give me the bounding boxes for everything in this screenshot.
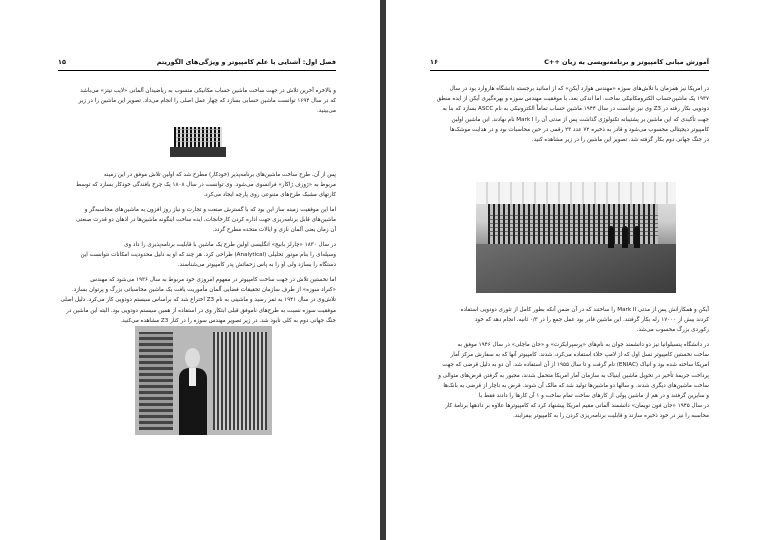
- leibniz-calculator-image: [168, 123, 228, 163]
- zuse-z3-photo: [135, 326, 272, 435]
- left-page-header: [58, 58, 336, 71]
- left-paragraph-4: در سال ۱۸۳۰ «چارلز بابیج» انگلیسی اولین طرح یک ماشین با قابلیت برنامه‌پذیری را داد وی وسیله‌ای را بنام موتور تحلیلی (Analytical) طراحی کرد. هر چند که او به دلیل محدودیت امکانات نتوانست این دستگاه را بسازد ولی او را به پاس زحماتش پدر کامپیوتر می‌شناسند.: [80, 242, 336, 269]
- right-header-title: آموزش مبانی کامپیوتر و برنامه‌نویسی به زبان ++C: [544, 58, 709, 66]
- left-paragraph-1: و بالاخره آخرین تلاش در جهت ساخت ماشین حساب مکانیکی منسوب به ریاضیدان آلمانی «لایب نیتز» می‌باشد که در سال ۱۶۹۴ توانست ماشین حسابی بسازد که چهار عمل اصلی را انجام می‌داد. تصویر این ماشین را در زیر می‌بینید.: [78, 88, 336, 115]
- left-page-number: ۱۵: [58, 58, 66, 66]
- left-paragraph-2: پس از آن، طرح ساخت ماشین‌های برنامه‌پذیر (خودکار) مطرح شد که اولین تلاش موفق در این زمینه مربوط به «ژوزف ژاکار» فرانسوی می‌شود. وی توانست در سال ۱۸۰۸ یک چرخ بافندگی خودکار بسازد که توسط کارتهای مشبک طرح‌های متنوعی روی پارچه ایجاد می‌کرد.: [75, 172, 336, 199]
- left-paragraph-5: اما نخستین تلاش در جهت ساخت کامپیوتر در مفهوم امروزی خود مربوط به سال ۱۹۳۶ می‌شود که مهندس «کنراد سوزه» از طرف سازمان تحقیقات فضایی آلمان مأموریت یافت یک ماشین محاسباتی بزرگ و پرتوان بسازد. تلاش‌وی در سال ۱۹۴۱ به ثمر رسید و ماشینی به نام Z3 اختراع شد که براساس سیستم دودویی کار می‌کرد. دلیل اصلی موفقیت سوزه نسبت به طرح‌های ناموفق قبلی ابتکار وی در استفاده از همین سیستم دودویی بود. البته این ماشین در جنگ جهانی دوم به کلی نابود شد. در زیر تصویر مهندس سوزه را در کنار Z3 مشاهده می‌کنید.: [60, 277, 336, 324]
- right-paragraph-3: در دانشگاه پنسیلوانیا نیز دو دانشمند جوان به نام‌های «پرسپرایکرت» و «جان ماچلی» در سال ۱۹۴۶ موفق به ساخت نخستین کامپیوتر نسل اول که از لامپ خلاء استفاده می‌کرد، شدند. کامپیوتر آنها که به سفارش مرکز آمار امریکا ساخته شده بود و انیاک (ENIAC) نام گرفت و تا سال ۱۹۵۵ از آن استفاده شد. آن دو به دلیل قرضی که جهت پرداخت جریمهٔ تأخیر در تحویل ماشین اینیاک به سازمان آمار امریکا متحمل شدند، مجبور به گرفتن قرض‌های متوالی و ساخت ماشین‌های دیگری شدند. و سالها دو ماشین‌ها تولید شد که مالک آن شوند. قرض به ناچار از قرضی به بانک‌ها و سایرین گرفتند و در هم از ماشین پولی از کارهای ساخت تمام ساخت و ۱ آن کارها را دادند فقط با در سال ۱۹۴۵ «جان فون نویمان» دانشمند آلمانی مقیم امریکا پیشنهاد کرد که کامپیوترها علاوه بر دادهها برنامهٔ کار محاسبه را نیز در خود ذخیره سازند و قابلیت برنامه‌ریزی کردن را به کامپیوتر بیفزایند.: [438, 342, 709, 420]
- left-paragraph-3: اما این موفقیت زمینه ساز این بود که با گسترش صنعت و تجارت و نیاز روز افزون به ماشین‌های محاسبه‌گر و ماشین‌های قابل برنامه‌ریزی جهت اداره کردن کارخانجات، ایده ساخت اینگونه ماشین‌ها در اذهان دو قدرت صنعتی آن زمان یعنی آلمان نازی و ایالات متحده مطرح گردد.: [75, 207, 336, 234]
- right-paragraph-2: آیکن و همکارانش پس از مدتی Mark II را ساختند که در آن ضمن آنکه بطور کامل از تئوری دودویی استفاده کردند بیش از ۱۷۰۰۰ رله بکار گرفتند. این ماشین قادر بود عمل جمع را در ۰/۳ ثانیه، انجام دهد که خود رکوردی بزرگ محسوب می‌شد.: [460, 307, 709, 334]
- right-page-number: ۱۶: [430, 58, 438, 66]
- left-page: [0, 0, 380, 540]
- right-paragraph-1: در امریکا نیز همزمان با تلاش‌های سوزه «مهندس هوارد آیکن» که از اساتید برجسته دانشگاه هاروارد بود در سال ۱۹۳۷ یک ماشین‌حساب الکترومکانیکی ساخت. اما اندکی بعد، با موفقیت مهندس سوزه و بهره‌گیری آیکن از ایده منطق دودویی بکار رفته در Z3 وی نیز توانست در سال ۱۹۴۴ ماشین حساب تماماً الکترونیکی به نام ASCC بسازد که بنا به جهت تأکیدی که این ماشین بر پشتیبانه تکنولوژی گذاشت پس از مدتی آن را Mark I نام نهادند. این ماشین اولین کامپیوتر دیجیتالی محسوب می‌شود و قادر به ذخیره ۷۲ عدد ۲۳ رقمی در حین محاسبات بود و در هدایت موشک‌ها در جنگ جهانی دوم بکار گرفته شد. تصویر این ماشین را در زیر مشاهده کنید.: [436, 86, 709, 144]
- left-header-title: فصل اول: آشنایی با علم کامپیوتر و ویژگی‌های الگوریتم: [156, 58, 336, 66]
- right-page-header: [430, 58, 709, 71]
- mark-i-computer-photo: [476, 182, 676, 293]
